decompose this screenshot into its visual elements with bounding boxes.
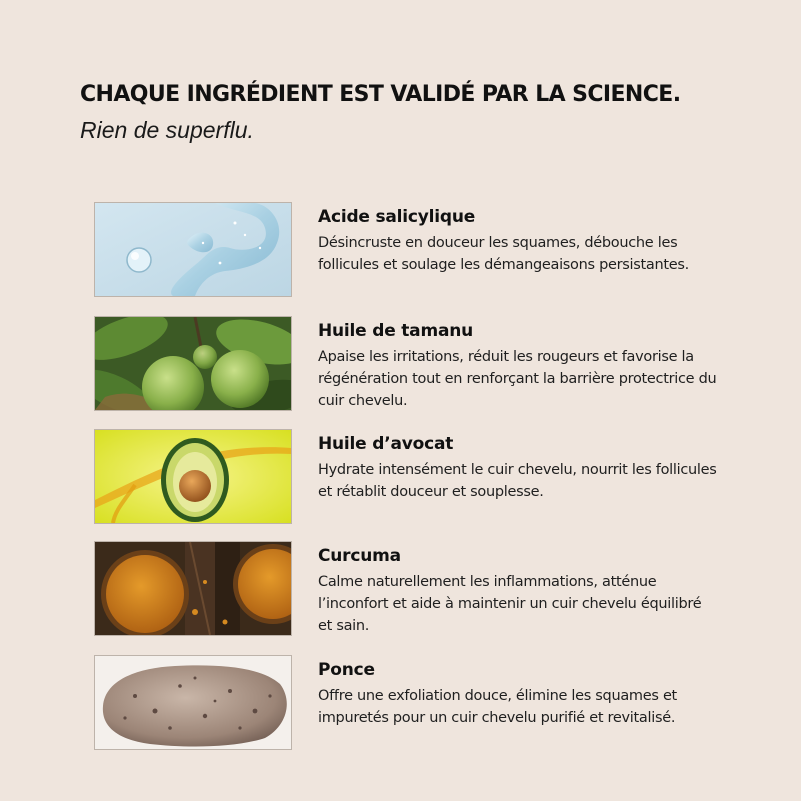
ingredient-description: Hydrate intensément le cuir chevelu, nourrit les follicules et rétablit douceur et souplesse. [318,462,717,500]
ingredient-row-tamanu [94,316,724,412]
ingredient-row-avocado [94,429,724,524]
ingredient-description: Offre une exfoliation douce, élimine les squames et impuretés pour un cuir chevelu purifié et revitalisé. [318,688,677,726]
headline [80,80,760,144]
water-gel-drops-image [94,202,292,297]
ingredient-name: Curcuma [318,546,401,566]
tamanu-fruit-image [94,316,292,411]
ingredient-description: Désincruste en douceur les squames, débouche les follicules et soulage les démangeaisons persistantes. [318,235,689,273]
ingredient-row-pumice [94,655,724,750]
ingredient-description: Apaise les irritations, réduit les rougeurs et favorise la régénération tout en renforçant la barrière protectrice du cuir chevelu. [318,349,717,409]
pumice-stone-image [94,655,292,750]
ingredient-description: Calme naturellement les inflammations, atténue l’inconfort et aide à maintenir un cuir chevelu équilibré et sain. [318,574,702,634]
ingredient-name: Ponce [318,660,375,680]
ingredient-row-salicylic [94,202,724,297]
ingredient-name: Huile de tamanu [318,321,474,341]
ingredient-name: Acide salicylique [318,207,476,227]
ingredient-row-turmeric [94,541,724,637]
page-title: CHAQUE INGRÉDIENT EST VALIDÉ PAR LA SCIENCE. [80,82,681,107]
turmeric-powder-image [94,541,292,636]
ingredient-name: Huile d’avocat [318,434,454,454]
avocado-oil-image [94,429,292,524]
page-subtitle: Rien de superflu. [80,117,254,143]
